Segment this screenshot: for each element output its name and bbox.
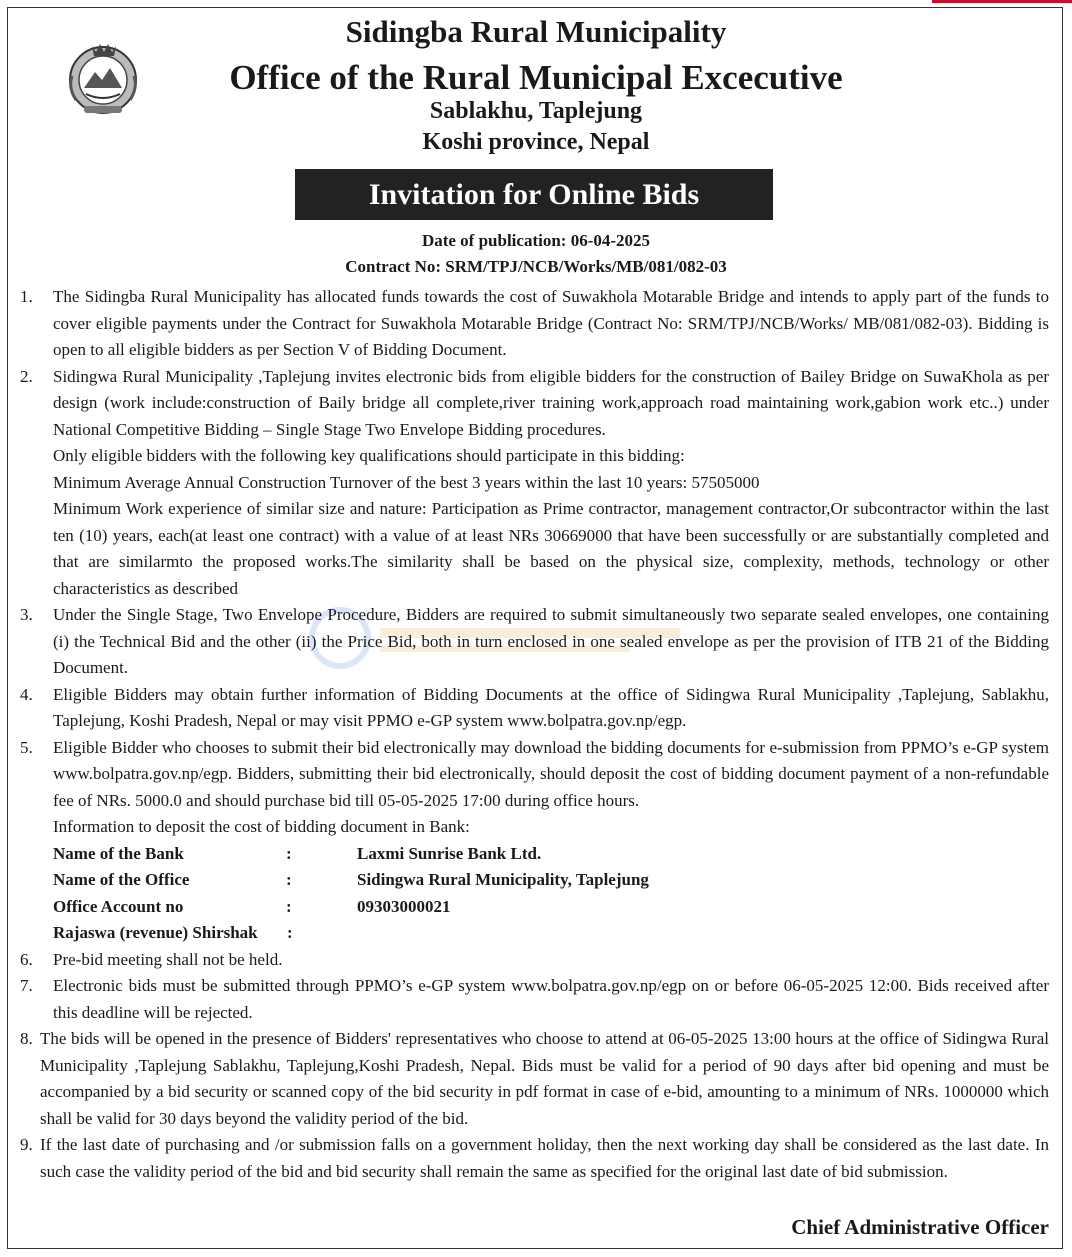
bank-row: Name of the Bank : Laxmi Sunrise Bank Ltd. xyxy=(53,843,542,863)
list-item: 7. Electronic bids must be submitted through PPMO’s e-GP system www.bolpatra.gov.np/egp on or before 06-05-2025 12:00. Bids received after this deadline will be rejected. xyxy=(20,976,1049,1022)
municipality-name: Sidingba Rural Municipality xyxy=(345,14,727,49)
bank-row: Name of the Office : Sidingwa Rural Municipality, Taplejung xyxy=(53,870,649,889)
qualification-turnover: Minimum Average Annual Construction Turnover of the best 3 years within the last 10 years: 57505000 xyxy=(53,472,760,492)
publication-date: Date of publication: 06-04-2025 xyxy=(421,231,651,250)
list-item: 3. Under the Single Stage, Two Envelope Procedure, Bidders are required to submit simultaneously two separate sealed envelopes, one containing (i) the Technical Bid and the other (ii) the Price Bid, both in turn enclosed in one sealed envelope as per the provision of ITB 21 of the Bidding Document. xyxy=(20,605,1049,677)
list-item: 5. Eligible Bidder who chooses to submit their bid electronically may download the bidding documents for e-submission from PPMO’s e-GP system www.bolpatra.gov.np/egp. Bidders, submitting their bid electronically, should deposit the cost of bidding document payment of a non-refundable fee of NRs. 5000.0 and should purchase bid till 05-05-2025 17:00 during office hours. xyxy=(20,737,1049,810)
top-accent-bar xyxy=(932,0,1072,3)
list-item: 1. The Sidingba Rural Municipality has allocated funds towards the cost of Suwakhola Motarable Bridge and intends to apply part of the funds to cover eligible payments under the Contract for Suwakhola Motarable Bridge (Contract No: SRM/TPJ/NCB/Works/ MB/081/082-03). Bidding is open to all eligible bidders as per Section V of Bidding Document. xyxy=(20,287,1049,359)
bank-info-intro: Information to deposit the cost of bidding document in Bank: xyxy=(53,817,470,836)
list-item: 4. Eligible Bidders may obtain further information of Bidding Documents at the office of Sidingwa Rural Municipality ,Taplejung, Sablakhu, Taplejung, Koshi Pradesh, Nepal or may visit PPMO e-GP system www.bolpatra.gov.np/egp. xyxy=(20,684,1049,730)
notice-body xyxy=(20,284,1049,1185)
signature-title: Chief Administrative Officer xyxy=(791,1215,1049,1239)
qualification-experience: Minimum Work experience of similar size and nature: Participation as Prime contractor, management contractor,Or subcontractor within the last ten (10) years, each(at least one contract) with a value of at least NRs 30669000 that have been successfully or are substantially completed and that are similarmto the proposed works.The similarity shall be based on the physical size, complexity, methods, technology or other characteristics as described xyxy=(53,499,1049,598)
qualification-intro: Only eligible bidders with the following key qualifications should participate in this bidding: xyxy=(53,446,685,465)
bank-row: Rajaswa (revenue) Shirshak : xyxy=(53,923,293,942)
office-name: Office of the Rural Municipal Excecutive xyxy=(229,58,843,97)
list-item: 9. If the last date of purchasing and /or submission falls on a government holiday, then the next working day shall be considered as the last date. In such case the validity period of the bid and bid security shall remain the same as specified for the original last date of bid submission. xyxy=(20,1135,1049,1181)
list-item: 2. Sidingwa Rural Municipality ,Taplejung invites electronic bids from eligible bidders for the construction of Bailey Bridge on SuwaKhola as per design (work include:construction of Baily bridge all complete,river training work,approach road maintaining work,gabion work etc..) under National Competitive Bidding – Single Stage Two Envelope Bidding procedures. xyxy=(20,366,1049,439)
list-item: 8. The bids will be opened in the presence of Bidders' representatives who choose to attend at 06-05-2025 13:00 hours at the office of Sidingwa Rural Municipality ,Taplejung Sablakhu, Taplejung,Koshi Pradesh, Nepal. Bids must be valid for a period of 90 days after bid opening and must be accompanied by a bid security or scanned copy of the bid security in pdf format in case of e-bid, amounting to a minimum of NRs. 1000000 which shall be valid for 30 days beyond the validity period of the bid. xyxy=(20,1029,1049,1128)
office-province: Koshi province, Nepal xyxy=(422,129,650,155)
office-location: Sablakhu, Taplejung xyxy=(429,98,643,124)
contract-number: Contract No: SRM/TPJ/NCB/Works/MB/081/082-03 xyxy=(345,257,727,276)
page-title: Invitation for Online Bids xyxy=(295,169,773,220)
bank-row: Office Account no : 09303000021 xyxy=(53,896,451,916)
list-item: 6. Pre-bid meeting shall not be held. xyxy=(20,949,283,969)
